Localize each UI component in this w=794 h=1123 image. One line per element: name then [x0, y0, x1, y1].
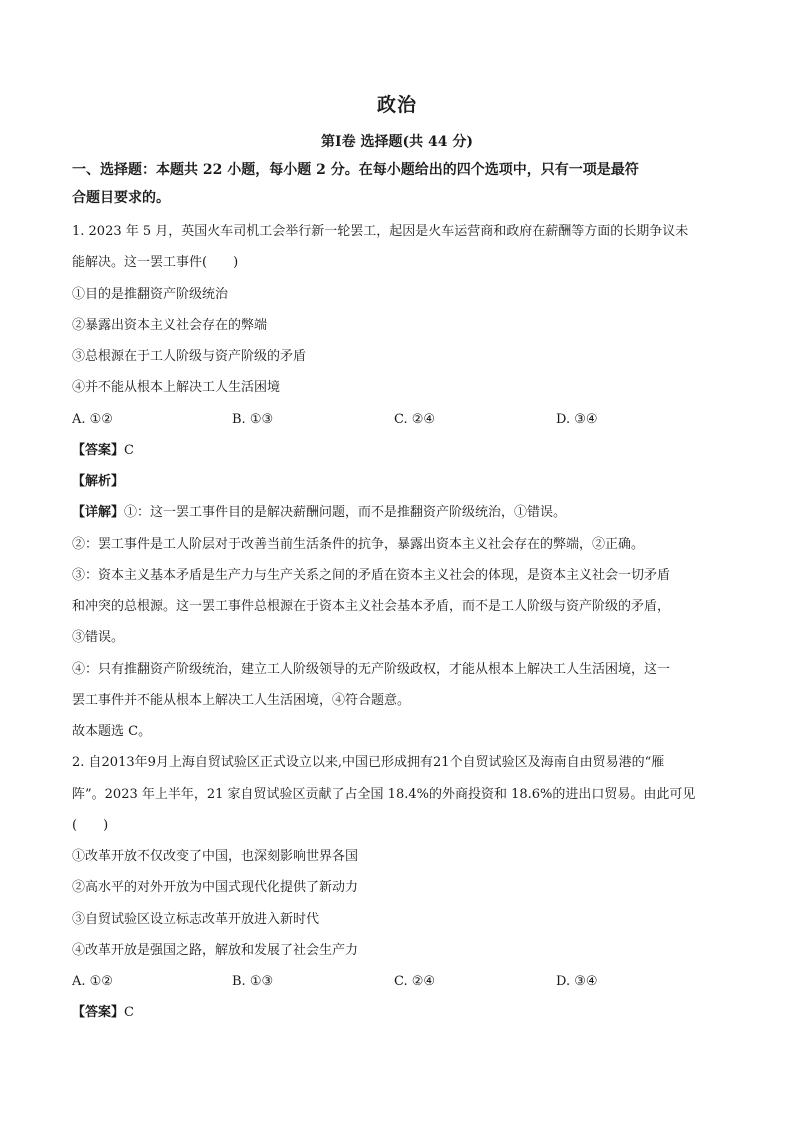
q2-statement-3: ③自贸试验区设立标志改革开放进入新时代 [72, 912, 320, 927]
q1-option-c: C. ②④ [394, 412, 436, 427]
q2-stem-line-3: ( ) [72, 818, 109, 833]
q1-detail-line-3a: ③：资本主义基本矛盾是生产力与生产关系之间的矛盾在资本主义社会的体现，是资本主义社会一切矛盾 [72, 568, 671, 583]
q2-answer-tag: 【答案】 [72, 1005, 125, 1020]
q2-option-c: C. ②④ [394, 974, 436, 989]
q2-statement-2: ②高水平的对外开放为中国式现代化提供了新动力 [72, 880, 359, 895]
q1-detail-line-4b: 罢工事件并不能从根本上解决工人生活困境，④符合题意。 [72, 693, 411, 708]
q2-statement-1: ①改革开放不仅改变了中国，也深刻影响世界各国 [72, 849, 359, 864]
q1-detail-line-2: ②：罢工事件是工人阶层对于改善当前生活条件的抗争，暴露出资本主义社会存在的弊端，②正确。 [72, 537, 645, 552]
q1-detail-line-4a: ④：只有推翻资产阶级统治，建立工人阶级领导的无产阶级政权，才能从根本上解决工人生活困境，这一 [72, 662, 671, 677]
q2-statement-4: ④改革开放是强国之路，解放和发展了社会生产力 [72, 943, 359, 958]
q1-detail-line-3b: 和冲突的总根源。这一罢工事件总根源在于资本主义社会基本矛盾，而不是工人阶级与资产阶级的矛盾， [72, 599, 671, 614]
page-subtitle: 第Ⅰ卷 选择题(共 44 分) [321, 134, 473, 150]
q1-conclusion: 故本题选 C。 [72, 724, 152, 739]
q1-statement-3: ③总根源在于工人阶级与资产阶级的矛盾 [72, 349, 307, 364]
q1-detail-1-text: ①：这一罢工事件目的是解决薪酬问题，而不是推翻资产阶级统治，①错误。 [124, 505, 567, 520]
q1-statement-4: ④并不能从根本上解决工人生活困境 [72, 380, 281, 395]
q1-detail-line-1 [72, 503, 724, 523]
q1-statement-1: ①目的是推翻资产阶级统治 [72, 287, 229, 302]
q2-option-d: D. ③④ [556, 974, 598, 989]
page-title: 政治 [376, 94, 417, 116]
q1-statement-2: ②暴露出资本主义社会存在的弊端 [72, 318, 268, 333]
q1-detail-line-3c: ③错误。 [72, 630, 125, 645]
q1-option-b: B. ①③ [232, 412, 274, 427]
q1-detail-tag: 【详解】 [72, 505, 125, 520]
q2-answer-value: C [124, 1005, 134, 1020]
section-heading-line-2: 合题目要求的。 [72, 190, 170, 206]
q2-option-a: A. ①② [72, 974, 113, 989]
q1-stem-line-2: 能解决。这一罢工事件( ) [72, 255, 239, 270]
q1-analysis-line [72, 472, 724, 492]
q1-answer-tag: 【答案】 [72, 443, 125, 458]
q1-answer-line [72, 441, 724, 461]
q2-stem-line-1: 2. 自2013年9月上海自贸试验区正式设立以来,中国已形成拥有21个自贸试验区及海南自由贸易港的“雁 [72, 755, 665, 770]
q2-answer-line [72, 1003, 724, 1023]
q2-option-b: B. ①③ [232, 974, 274, 989]
q2-stem-line-2: 阵”。2023 年上半年，21 家自贸试验区贡献了占全国 18.4%的外商投资和 18.6%的进出口贸易。由此可见 [72, 787, 696, 802]
q1-option-d: D. ③④ [556, 412, 598, 427]
q1-answer-value: C [124, 443, 134, 458]
section-heading-line-1: 一、选择题：本题共 22 小题，每小题 2 分。在每小题给出的四个选项中，只有一项是最符 [72, 162, 639, 178]
q1-option-a: A. ①② [72, 412, 113, 427]
q1-analysis-tag: 【解析】 [72, 474, 125, 489]
q1-stem-line-1: 1. 2023 年 5 月，英国火车司机工会举行新一轮罢工，起因是火车运营商和政府在薪酬等方面的长期争议未 [72, 224, 689, 239]
